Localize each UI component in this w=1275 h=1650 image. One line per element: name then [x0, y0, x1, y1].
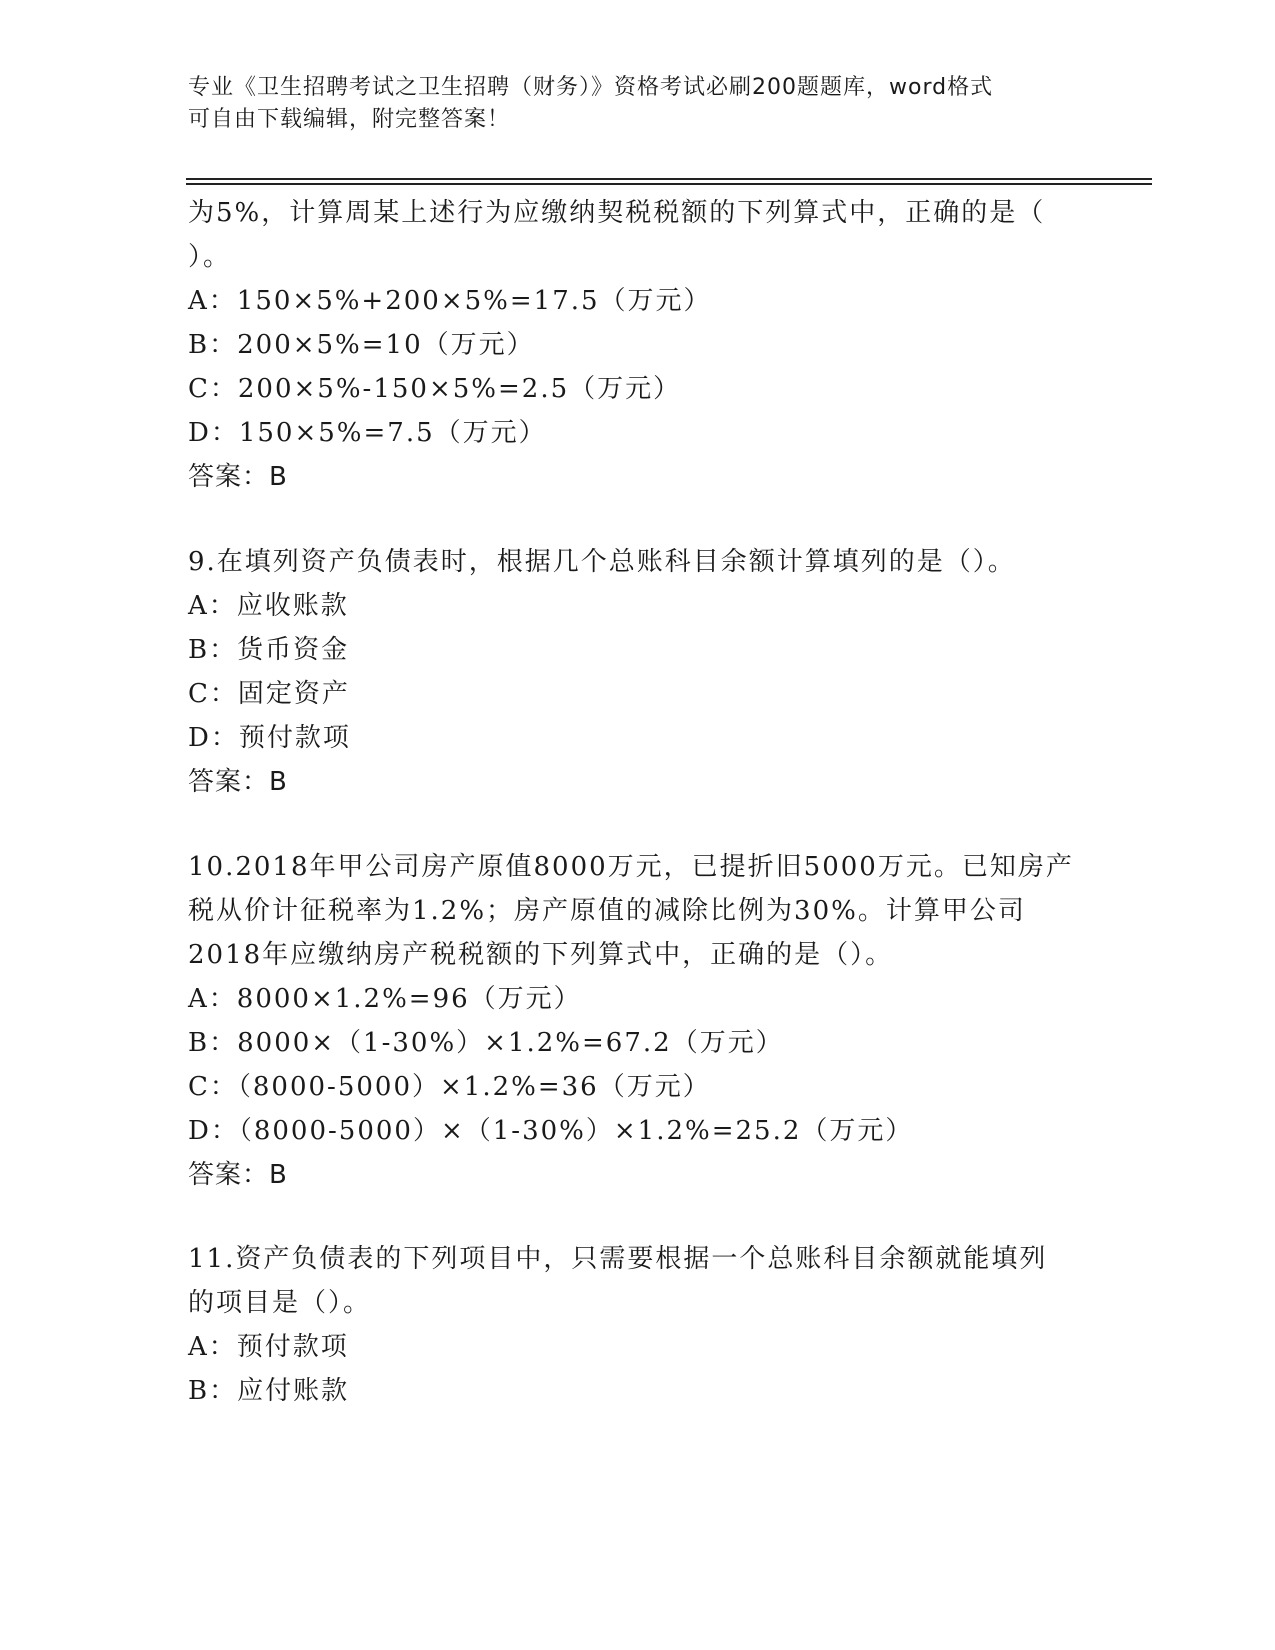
q8-stem-line1: 为5%，计算周某上述行为应缴纳契税税额的下列算式中，正确的是（ [188, 198, 1046, 228]
q10-option-d: D：（8000-5000）×（1-30%）×1.2%=25.2（万元） [188, 1116, 914, 1146]
header-rule-bottom [186, 183, 1152, 185]
document-header [188, 72, 1068, 136]
q10-stem-line3: 2018年应缴纳房产税税额的下列算式中，正确的是（）。 [188, 940, 894, 970]
q10-stem-line2: 税从价计征税率为1.2%；房产原值的减除比例为30%。计算甲公司 [188, 896, 1026, 926]
q11-option-b: B：应付账款 [188, 1376, 350, 1406]
header-rule-top [186, 178, 1152, 180]
q9-stem-line1: 9.在填列资产负债表时，根据几个总账科目余额计算填列的是（）。 [188, 547, 1016, 577]
q9-answer: 答案：B [188, 767, 288, 797]
header-title-line1: 专业《卫生招聘考试之卫生招聘（财务）》资格考试必刷200题题库，word格式 [188, 75, 994, 100]
q9-option-a: A：应收账款 [188, 591, 349, 621]
q11-option-a: A：预付款项 [188, 1332, 349, 1362]
q8-option-d: D：150×5%=7.5（万元） [188, 418, 547, 448]
q10-option-b: B：8000×（1-30%）×1.2%=67.2（万元） [188, 1028, 784, 1058]
q8-option-b: B：200×5%=10（万元） [188, 330, 535, 360]
q9-option-d: D：预付款项 [188, 723, 351, 753]
q10-option-a: A：8000×1.2%=96（万元） [188, 984, 582, 1014]
q11-stem-line2: 的项目是（）。 [188, 1288, 372, 1318]
q11-stem-line1: 11.资产负债表的下列项目中，只需要根据一个总账科目余额就能填列 [188, 1244, 1048, 1274]
q8-option-c: C：200×5%-150×5%=2.5（万元） [188, 374, 682, 404]
q9-option-c: C：固定资产 [188, 679, 350, 709]
q10-answer: 答案：B [188, 1160, 288, 1190]
q8-stem-line2: ）。 [188, 242, 232, 272]
q8-option-a: A：150×5%+200×5%=17.5（万元） [188, 286, 712, 316]
q10-option-c: C：（8000-5000）×1.2%=36（万元） [188, 1072, 711, 1102]
q10-stem-line1: 10.2018年甲公司房产原值8000万元，已提折旧5000万元。已知房产 [188, 852, 1074, 882]
header-title-line2: 可自由下载编辑，附完整答案！ [188, 107, 511, 132]
q8-answer: 答案：B [188, 462, 288, 492]
q9-option-b: B：货币资金 [188, 635, 350, 665]
